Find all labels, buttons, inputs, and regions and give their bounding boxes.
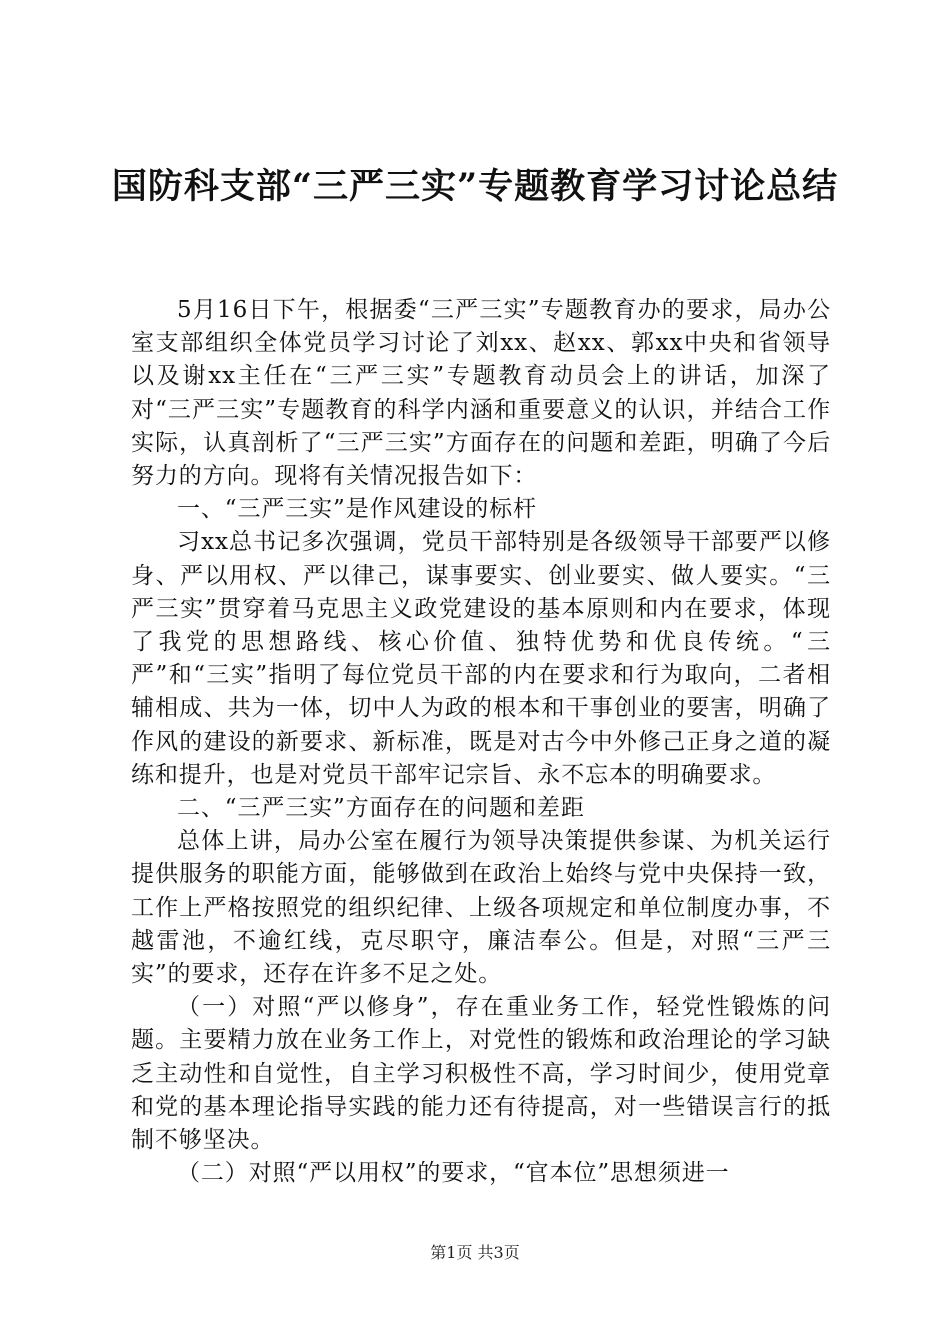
document-title: 国防科支部“三严三实”专题教育学习讨论总结	[111, 166, 839, 207]
paragraph-intro: 5月16日下午，根据委“三严三实”专题教育办的要求，局办公室支部组织全体党员学习讨论了刘xx、赵xx、郭xx中央和省领导以及谢xx主任在“三严三实”专题教育动员会上的讲话，加深了对“三严三实”专题教育的科学内涵和重要意义的认识，并结合工作实际，认真剖析了“三严三实”方面存在的问题和差距，明确了今后努力的方向。现将有关情况报告如下：	[131, 297, 831, 490]
paragraph-section-2: 总体上讲，局办公室在履行为领导决策提供参谋、为机关运行提供服务的职能方面，能够做到在政治上始终与党中央保持一致，工作上严格按照党的组织纪律、上级各项规定和单位制度办事，不越雷池，不逾红线，克尽职守，廉洁奉公。但是，对照“三严三实”的要求，还存在许多不足之处。	[131, 828, 831, 988]
document-body	[131, 294, 831, 1190]
page-footer: 第1页 共3页	[430, 1243, 520, 1262]
paragraph-section-1: 习xx总书记多次强调，党员干部特别是各级领导干部要严以修身、严以用权、严以律己，谋事要实、创业要实、做人要实。“三严三实”贯穿着马克思主义政党建设的基本原则和内在要求，体现了我党的思想路线、核心价值、独特优势和优良传统。“三严”和“三实”指明了每位党员干部的内在要求和行为取向，二者相辅相成、共为一体，切中人为政的根本和干事创业的要害，明确了作风的建设的新要求、新标准，既是对古今中外修己正身之道的凝练和提升，也是对党员干部牢记宗旨、永不忘本的明确要求。	[131, 529, 831, 788]
section-heading-2: 二、“三严三实”方面存在的问题和差距	[177, 795, 585, 822]
paragraph-item-2: （二）对照“严以用权”的要求，“官本位”思想须进一	[177, 1160, 730, 1187]
section-heading-1: 一、“三严三实”是作风建设的标杆	[177, 496, 537, 523]
paragraph-item-1: （一）对照“严以修身”，存在重业务工作，轻党性锻炼的问题。主要精力放在业务工作上，对党性的锻炼和政治理论的学习缺乏主动性和自觉性，自主学习积极性不高，学习时间少，使用党章和党的基本理论指导实践的能力还有待提高，对一些错误言行的抵制不够坚决。	[131, 994, 831, 1154]
